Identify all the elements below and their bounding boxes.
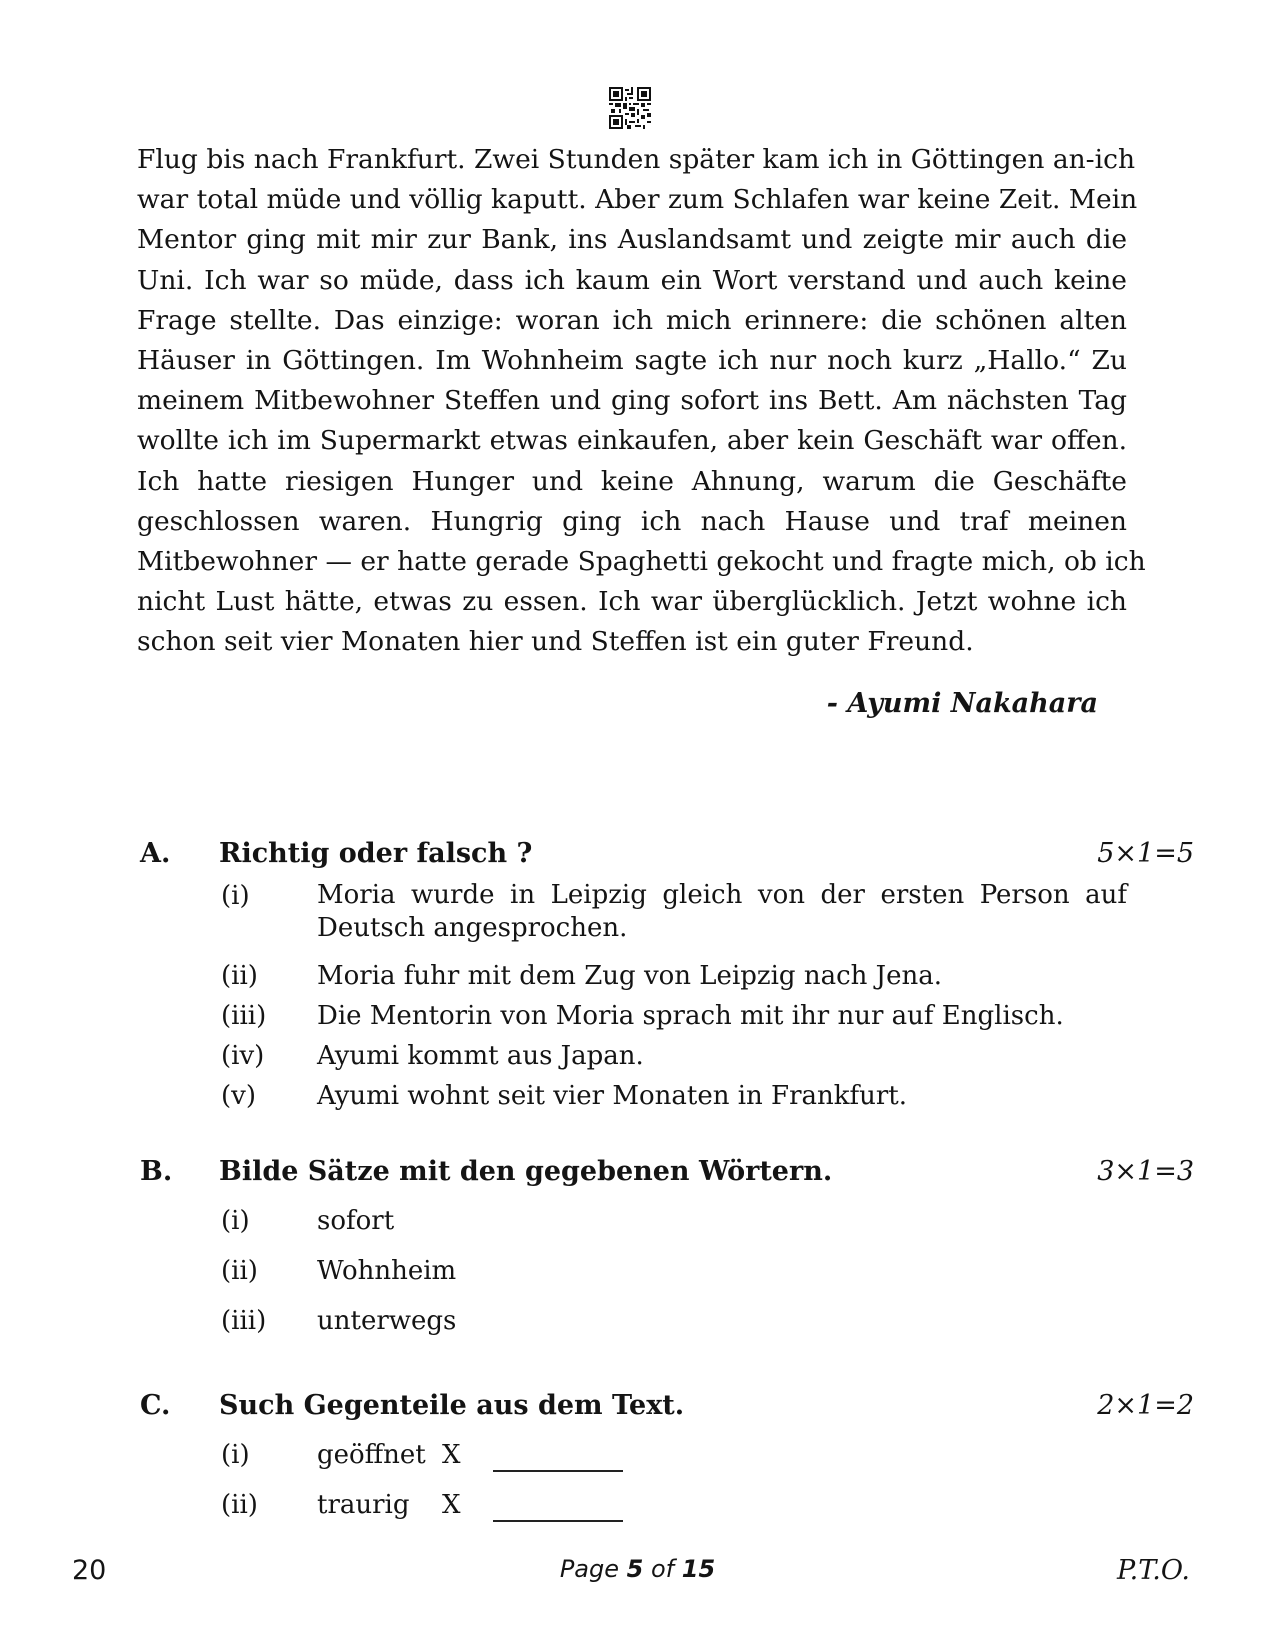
answer-blank[interactable] [493, 1490, 623, 1522]
passage-line: schon seit vier Monaten hier und Steffen ist ein guter Freund. [137, 626, 974, 658]
page-current: 5 [626, 1555, 644, 1583]
passage-line: Ich hatte riesigen Hunger und keine Ahnung, warum die Geschäfte [137, 465, 1127, 497]
question-text: sofort [317, 1206, 395, 1236]
section-c-marks: 2×1=2 [1097, 1390, 1194, 1421]
passage-line: Häuser in Göttingen. Im Wohnheim sagte ich nur noch kurz „Hallo.“ Zu [137, 344, 1127, 376]
passage-line: geschlossen waren. Hungrig ging ich nach Hause und traf meinen [137, 505, 1127, 537]
passage-line: Flug bis nach Frankfurt. Zwei Stunden später kam ich in Göttingen an-ich [137, 144, 1136, 175]
pto-label: P.T.O. [1116, 1555, 1190, 1586]
question-number: (iv) [221, 1041, 265, 1071]
opposite-marker: X [442, 1440, 461, 1470]
question-text: Wohnheim [317, 1256, 457, 1286]
question-number: (iii) [221, 1001, 267, 1031]
passage-line: war total müde und völlig kaputt. Aber zum Schlafen war keine Zeit. Mein [137, 184, 1138, 216]
question-number: (v) [221, 1081, 256, 1111]
question-text: geöffnet [317, 1440, 426, 1470]
section-a-title: Richtig oder falsch ? [219, 838, 533, 869]
question-text: Die Mentorin von Moria sprach mit ihr nur auf Englisch. [317, 1001, 1064, 1031]
section-b-title: Bilde Sätze mit den gegebenen Wörtern. [219, 1156, 833, 1187]
question-number: (ii) [221, 961, 258, 991]
passage-line: meinem Mitbewohner Steffen und ging sofort ins Bett. Am nächsten Tag [137, 385, 1127, 417]
question-number: (i) [221, 1440, 250, 1470]
question-number: (i) [221, 881, 250, 911]
section-b-marks: 3×1=3 [1097, 1156, 1194, 1187]
question-text: Ayumi kommt aus Japan. [317, 1041, 644, 1071]
opposite-marker: X [442, 1490, 461, 1520]
page-total: 15 [681, 1555, 716, 1583]
page-of: of [650, 1555, 675, 1583]
question-text: Moria wurde in Leipzig gleich von der ersten Person auf Deutsch angesprochen. [317, 880, 1127, 943]
page-word: Page [559, 1555, 619, 1583]
qr-code-icon [609, 87, 651, 129]
passage-line: Uni. Ich war so müde, dass ich kaum ein Wort verstand und auch keine [137, 264, 1127, 296]
section-c-title: Such Gegenteile aus dem Text. [219, 1390, 685, 1421]
passage-line: nicht Lust hätte, etwas zu essen. Ich war überglücklich. Jetzt wohne ich [137, 586, 1127, 618]
question-text: unterwegs [317, 1306, 457, 1336]
question-number: (ii) [221, 1256, 258, 1286]
passage-line: Mentor ging mit mir zur Bank, ins Auslandsamt und zeigte mir auch die [137, 224, 1127, 256]
question-text: Ayumi wohnt seit vier Monaten in Frankfurt. [317, 1081, 908, 1111]
question-text: traurig [317, 1490, 410, 1520]
passage-line: Mitbewohner — er hatte gerade Spaghetti gekocht und fragte mich, ob ich [137, 545, 1146, 577]
question-text: Moria fuhr mit dem Zug von Leipzig nach Jena. [317, 961, 942, 991]
answer-blank[interactable] [493, 1440, 623, 1472]
passage-line: Frage stellte. Das einzige: woran ich mich erinnere: die schönen alten [137, 304, 1127, 336]
question-number: (iii) [221, 1306, 267, 1336]
question-number: (i) [221, 1206, 250, 1236]
paper-code: 20 [72, 1555, 107, 1586]
section-a-marks: 5×1=5 [1097, 838, 1194, 869]
passage-author: - Ayumi Nakahara [826, 688, 1098, 719]
section-a-letter: A. [140, 838, 171, 869]
passage-line: wollte ich im Supermarkt etwas einkaufen, aber kein Geschäft war offen. [137, 425, 1127, 457]
section-b-letter: B. [140, 1156, 173, 1187]
section-c-letter: C. [140, 1390, 171, 1421]
question-number: (ii) [221, 1490, 258, 1520]
page-indicator [0, 1555, 1275, 1583]
reading-passage [137, 140, 1146, 662]
